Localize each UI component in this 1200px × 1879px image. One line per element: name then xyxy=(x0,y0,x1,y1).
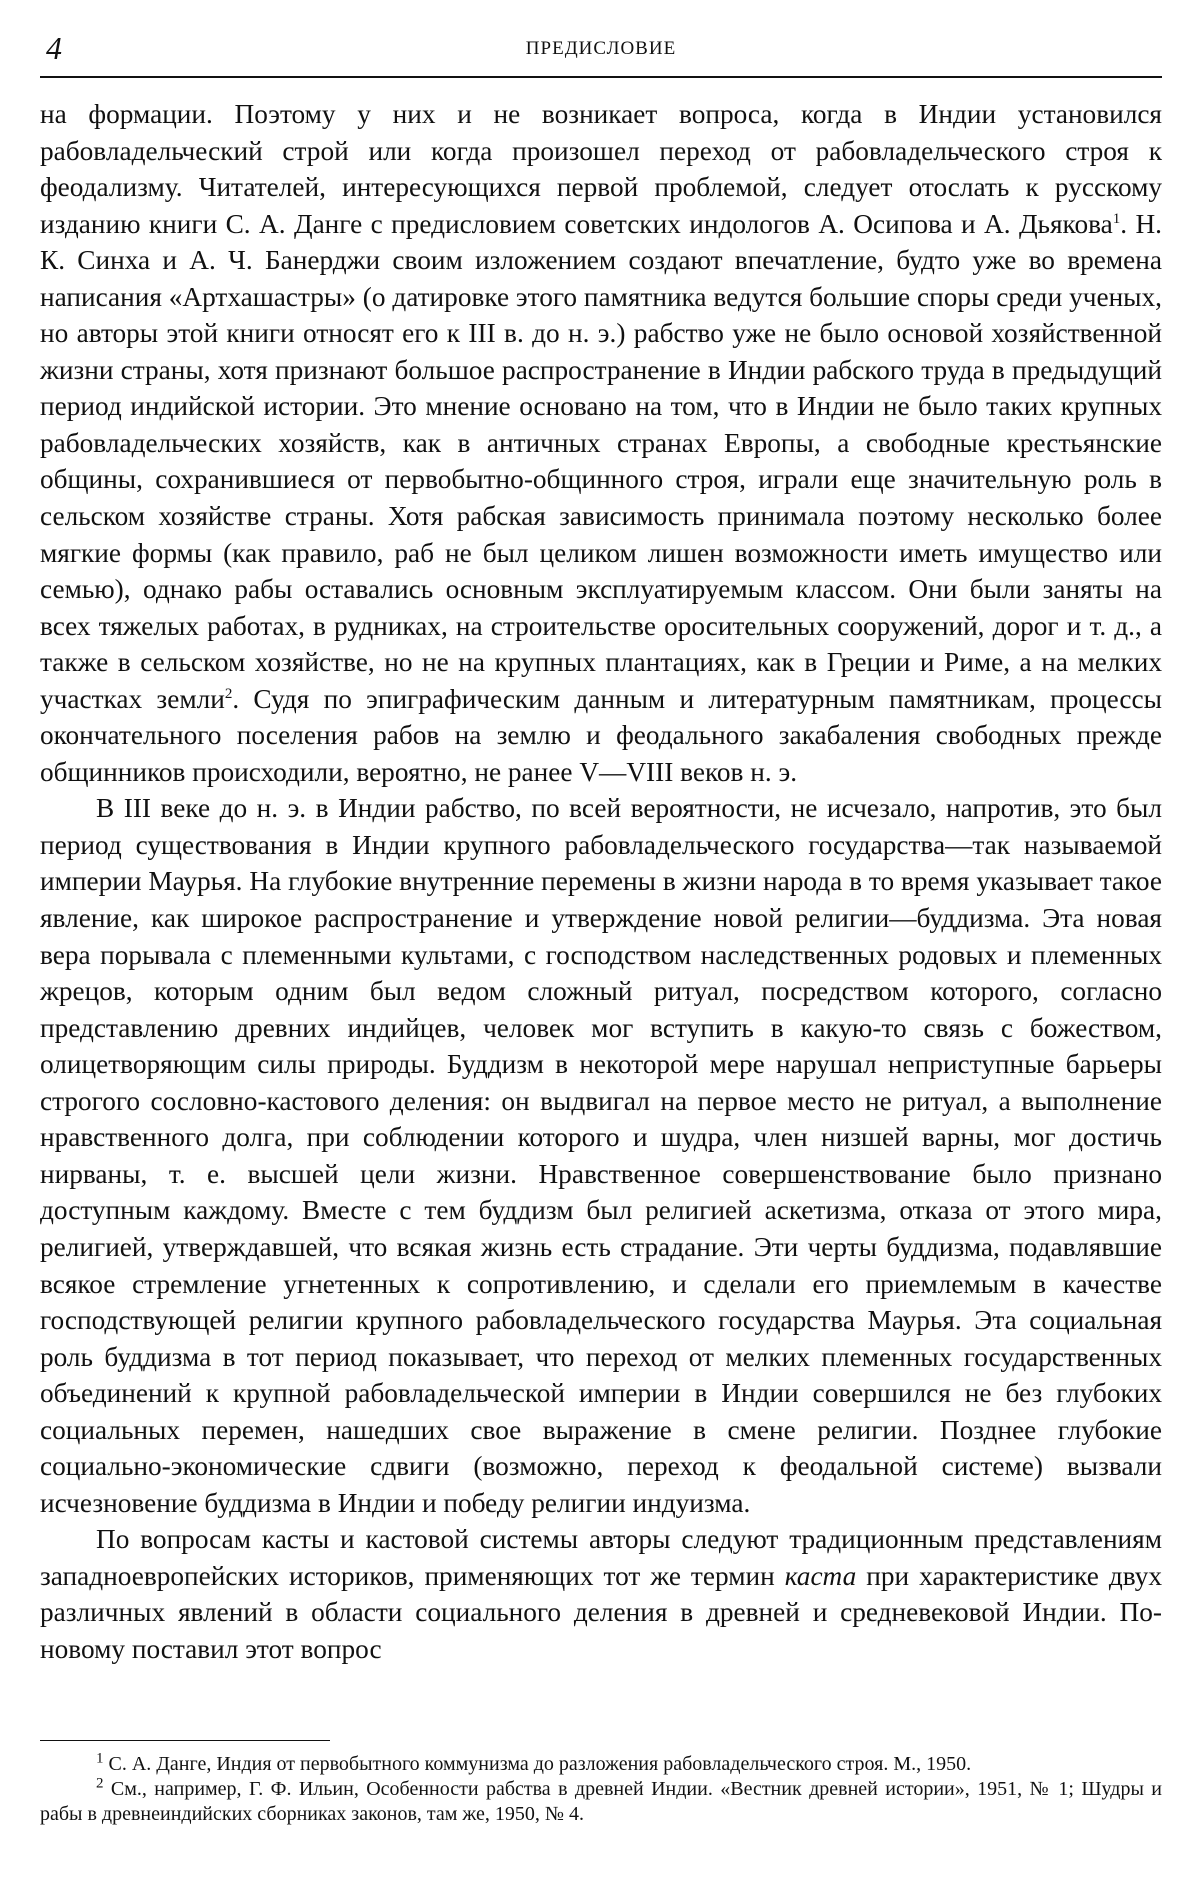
footnote-ref: 1 xyxy=(96,1750,104,1767)
text-run: на формации. Поэтому у них и не возникает вопроса, когда в Индии установился рабовладельческий строй или когда произошел переход от рабовладельческого строя к феодализму. Читателей, интересующихся первой проблемой, следует отослать к русскому изданию книги С. А. Данге с предисловием советских индологов А. Осипова и А. Дьякова xyxy=(40,99,1162,239)
text-run: См., например, Г. Ф. Ильин, Особенности рабства в древней Индии. «Вестник древней истории», 1951, № 1; Шудры и рабы в древнеиндийских сборниках законов, там же, 1950, № 4. xyxy=(40,1778,1162,1825)
footnote-rule xyxy=(40,1740,330,1741)
italic-term: каста xyxy=(784,1560,857,1591)
footnote-ref: 2 xyxy=(96,1775,104,1792)
text-run: . Судя по эпиграфическим данным и литературным памятникам, процессы окончательного поселения рабов на землю и феодального закабаления свободных прежде общинников происходили, вероятно, не ранее V—VIII веков н. э. xyxy=(40,683,1162,787)
footnote-ref: 2 xyxy=(224,685,233,702)
main-text xyxy=(40,96,1162,1668)
text-run: По вопросам касты и кастовой системы авторы следуют традиционным представлениям западноевропейских историков, применяющих тот же термин xyxy=(40,1524,1162,1591)
footnotes xyxy=(40,1752,1162,1827)
footnote-1 xyxy=(40,1752,1162,1777)
paragraph-2 xyxy=(40,790,1162,1521)
footnote-2 xyxy=(40,1777,1162,1827)
text-run: В III веке до н. э. в Индии рабство, по всей вероятности, не исчезало, напротив, это был период существования в Индии крупного рабовладельческого государства—так называемой империи Маурья. На глубокие внутренние перемены в жизни народа в то время указывает такое явление, как широкое распространение и утверждение новой религии—буддизма. Эта новая вера порывала с племенными культами, с господством наследственных родовых и племенных жрецов, которым одним был ведом сложный ритуал, посредством которого, согласно представлению древних индийцев, человек мог вступить в какую-то связь с божеством, олицетворяющим силы природы. Буддизм в некоторой мере нарушал неприступные барьеры строгого сословно-кастового деления: он выдвигал на первое место не ритуал, а выполнение нравственного долга, при соблюдении которого и шудра, член низшей варны, мог достичь нирваны, т. е. высшей цели жизни. Нравственное совершенствование было признано доступным каждому. Вместе с тем буддизм был религией аскетизма, отказа от этого мира, религией, утверждавшей, что всякая жизнь есть страдание. Эти черты буддизма, подавлявшие всякое стремление угнетенных к сопротивлению, и сделали его приемлемым в качестве господствующей религии крупного рабовладельческого государства Маурья. Эта социальная роль буддизма в тот период показывает, что переход от мелких племенных государственных объединений к крупной рабовладельческой империи в Индии совершился не без глубоких социальных перемен, нашедших свое выражение в смене религии. Позднее глубокие социально-экономические сдвиги (возможно, переход к феодальной системе) вызвали исчезновение буддизма в Индии и победу религии индуизма. xyxy=(40,793,1162,1518)
header-rule xyxy=(40,76,1162,78)
footnote-ref: 1 xyxy=(1112,210,1121,227)
text-run: при характеристике двух различных явлений в области социального деления в древней и средневековой Индии. По-новому поставил этот вопрос xyxy=(40,1560,1162,1664)
page-number: 4 xyxy=(46,30,62,66)
text-run: . Н. К. Синха и А. Ч. Банерджи своим изложением создают впечатление, будто уже во времена написания «Артхашастры» (о датировке этого памятника ведутся большие споры среди ученых, но авторы этой книги относят его к III в. до н. э.) рабство уже не было основой хозяйственной жизни страны, хотя признают большое распространение в Индии рабского труда в предыдущий период индийской истории. Это мнение основано на том, что в Индии не было таких крупных рабовладельческих хозяйств, как в античных странах Европы, а свободные крестьянские общины, сохранившиеся от первобытно-общинного строя, играли еще значительную роль в сельском хозяйстве страны. Хотя рабская зависимость принимала поэтому несколько более мягкие формы (как правило, раб не был целиком лишен возможности иметь имущество или семью), однако рабы оставались основным эксплуатируемым классом. Они были заняты на всех тяжелых работах, в рудниках, на строительстве оросительных сооружений, дорог и т. д., а также в сельском хозяйстве, но не на крупных плантациях, как в Греции и Риме, а на мелких участках земли xyxy=(40,208,1162,714)
running-head: ПРЕДИСЛОВИЕ xyxy=(525,38,677,59)
text-run: С. А. Данге, Индия от первобытного коммунизма до разложения рабовладельческого строя. М., 1950. xyxy=(103,1753,972,1775)
paragraph-1 xyxy=(40,96,1162,790)
page-header xyxy=(40,26,1162,82)
paragraph-3 xyxy=(40,1521,1162,1667)
